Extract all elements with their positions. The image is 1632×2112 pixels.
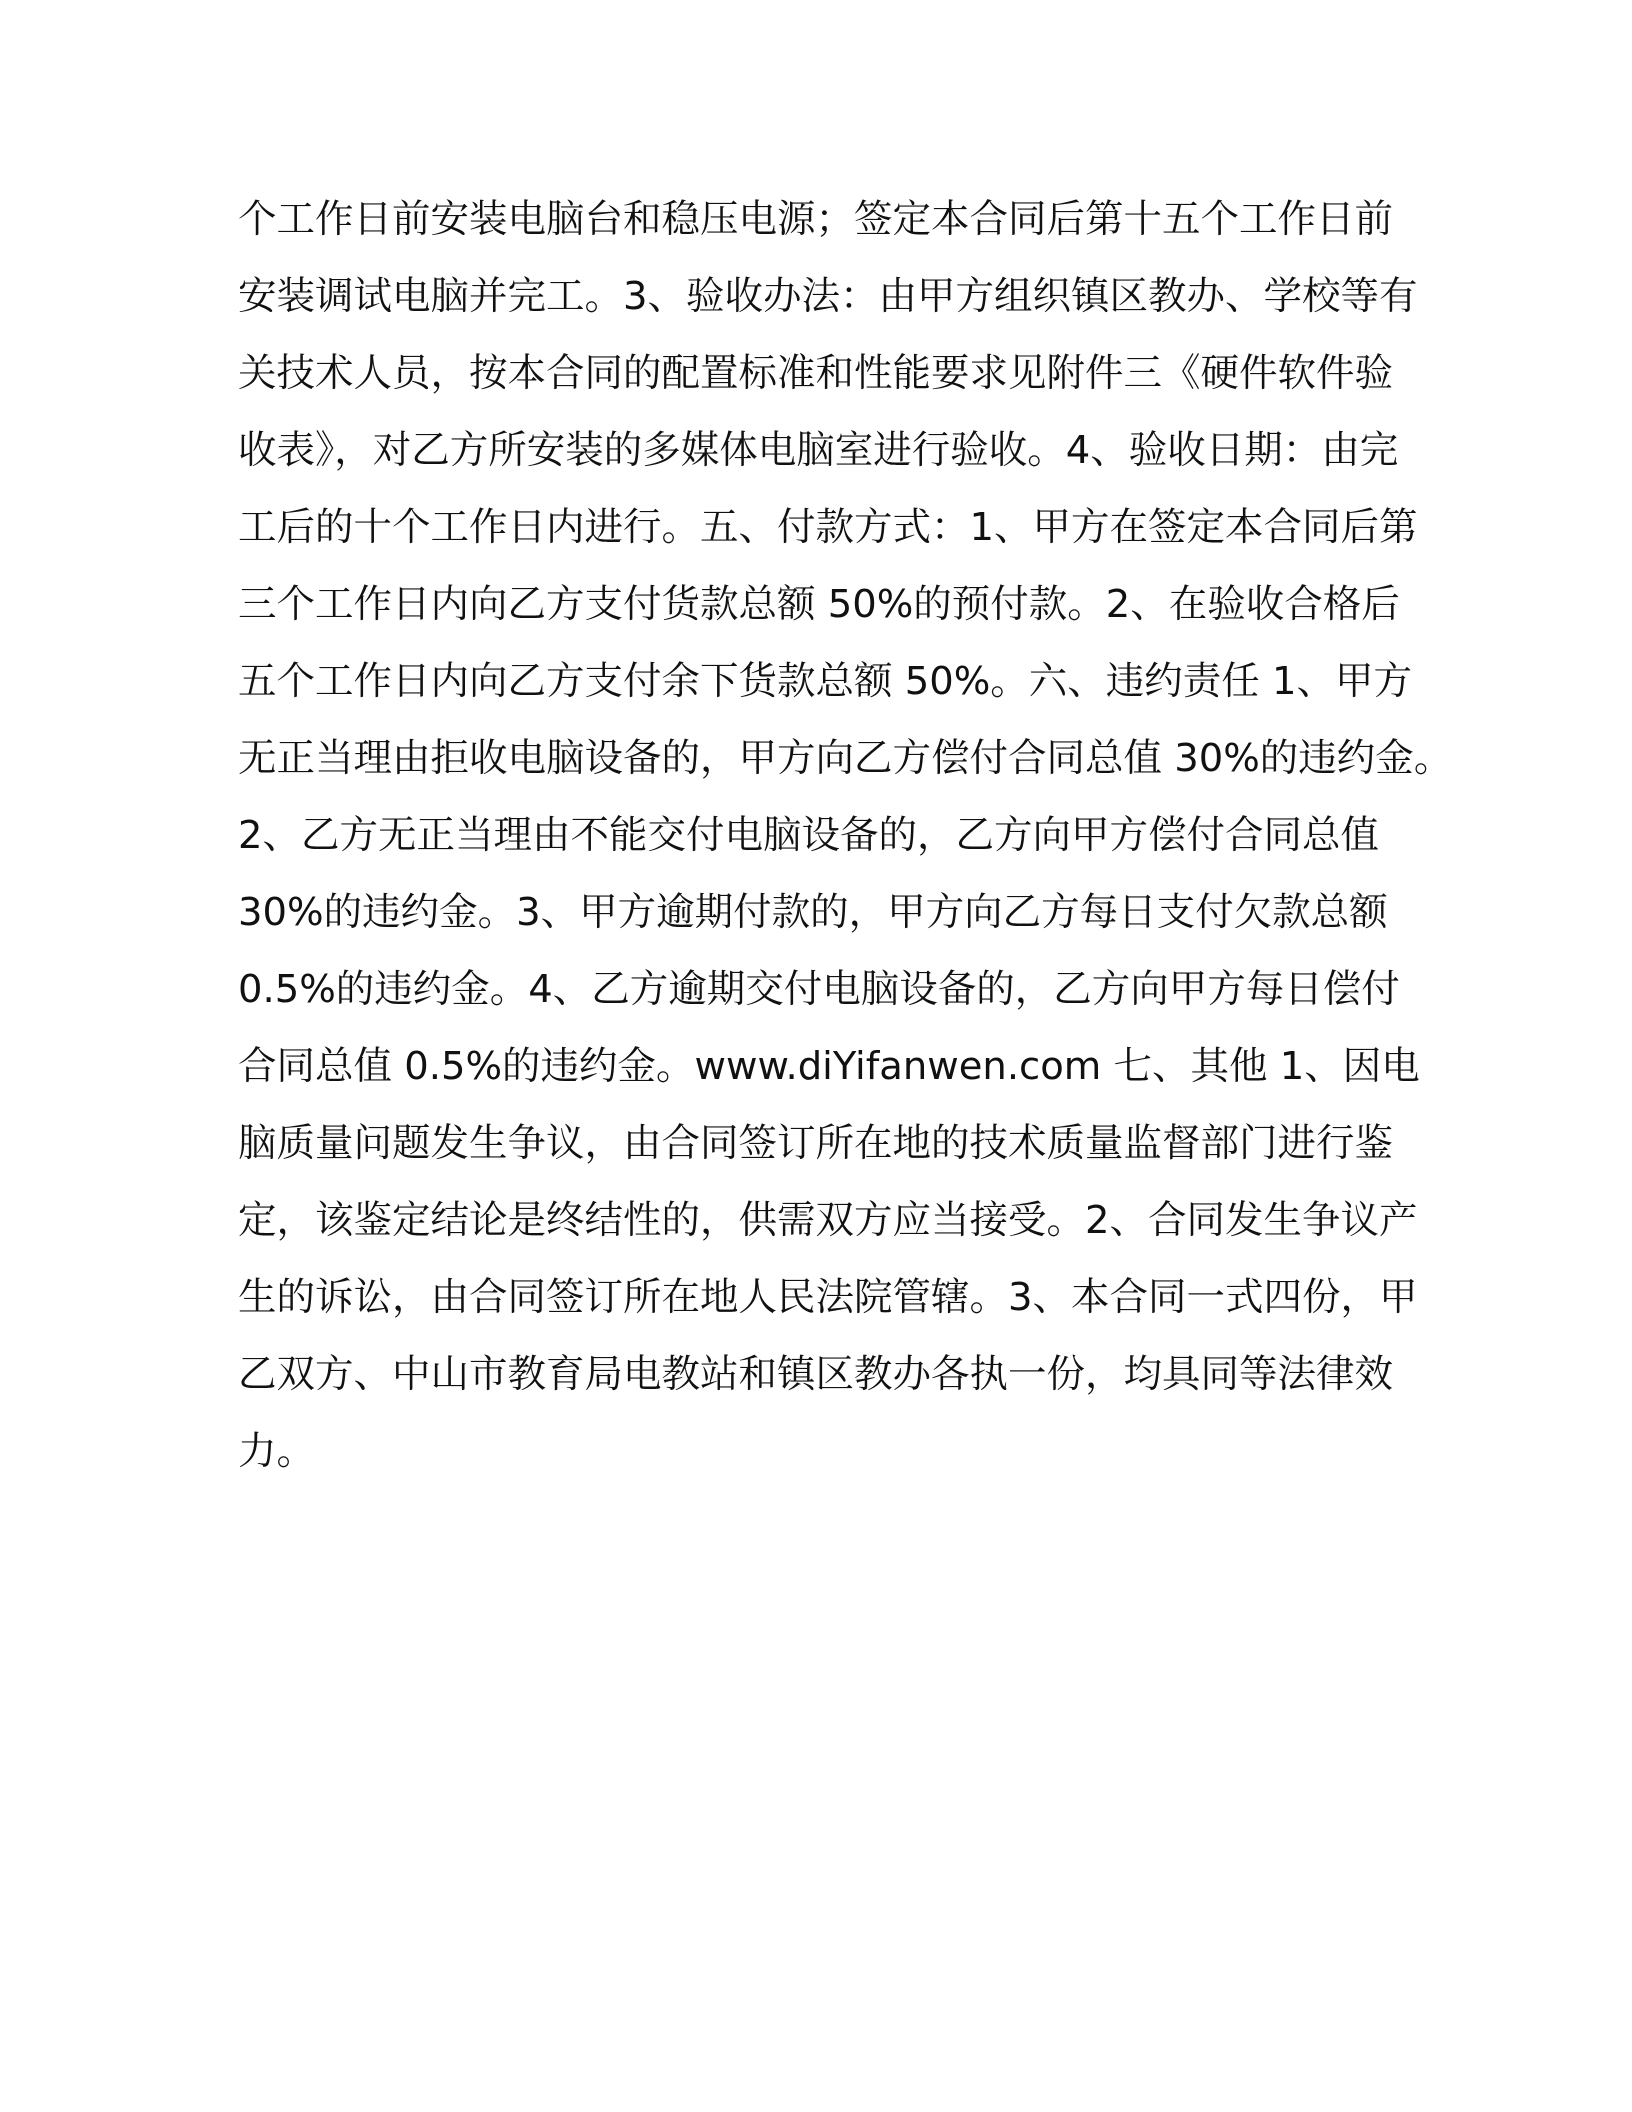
text-line-16: 乙双方、中山市教育局电教站和镇区教办各执一份，均具同等法律效 [238, 1352, 1394, 1397]
text-line-17: 力。 [238, 1429, 316, 1474]
text-line-3: 关技术人员，按本合同的配置标准和性能要求见附件三《硬件软件验 [238, 351, 1394, 396]
text-line-10: 30%的违约金。3、甲方逾期付款的，甲方向乙方每日支付欠款总额 [238, 890, 1388, 935]
text-line-4: 收表》，对乙方所安装的多媒体电脑室进行验收。4、验收日期：由完 [238, 428, 1399, 473]
text-line-15: 生的诉讼，由合同签订所在地人民法院管辖。3、本合同一式四份，甲 [238, 1275, 1418, 1320]
text-line-14: 定，该鉴定结论是终结性的，供需双方应当接受。2、合同发生争议产 [238, 1198, 1418, 1243]
text-line-9: 2、乙方无正当理由不能交付电脑设备的，乙方向甲方偿付合同总值 [238, 813, 1379, 858]
text-line-13: 脑质量问题发生争议，由合同签订所在地的技术质量监督部门进行鉴 [238, 1121, 1394, 1166]
text-line-12: 合同总值 0.5%的违约金。www.diYifanwen.com 七、其他 1、因电 [238, 1044, 1420, 1089]
text-line-11: 0.5%的违约金。4、乙方逾期交付电脑设备的，乙方向甲方每日偿付 [238, 967, 1400, 1012]
text-line-2: 安装调试电脑并完工。3、验收办法：由甲方组织镇区教办、学校等有 [238, 274, 1418, 319]
text-line-8: 无正当理由拒收电脑设备的，甲方向乙方偿付合同总值 30%的违约金。 [238, 736, 1453, 781]
text-line-1: 个工作日前安装电脑台和稳压电源；签定本合同后第十五个工作日前 [238, 197, 1394, 242]
text-line-5: 工后的十个工作日内进行。五、付款方式：1、甲方在签定本合同后第 [238, 505, 1418, 550]
contract-body-text [238, 190, 1453, 1499]
text-line-6: 三个工作日内向乙方支付货款总额 50%的预付款。2、在验收合格后 [238, 582, 1400, 627]
text-line-7: 五个工作日内向乙方支付余下货款总额 50%。六、违约责任 1、甲方 [238, 659, 1413, 704]
